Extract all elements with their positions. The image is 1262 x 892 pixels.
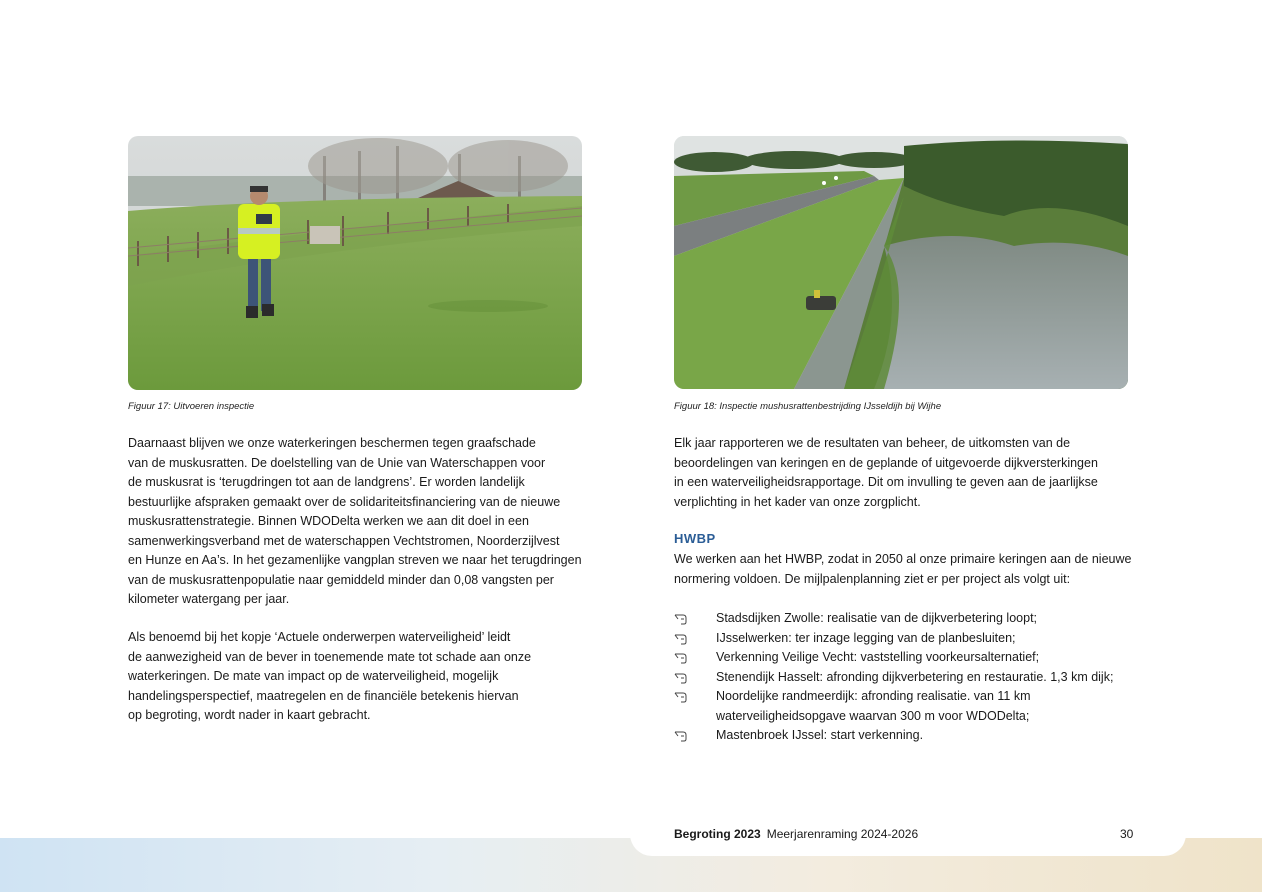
text-line: bestuurlijke afspraken gemaakt over de solidariteitsfinanciering van de nieuwe xyxy=(128,494,561,509)
milestone-text: Verkenning Veilige Vecht: vaststelling voorkeursalternatief; xyxy=(716,650,1040,664)
milestone-text: Noordelijke randmeerdijk: afronding realisatie. van 11 km xyxy=(716,689,1031,703)
rapportage-paragraph xyxy=(674,434,1098,512)
text-line: We werken aan het HWBP, zodat in 2050 al onze primaire keringen aan de nieuwe xyxy=(674,552,1132,566)
list-item xyxy=(674,668,1113,688)
text-line: Als benoemd bij het kopje ‘Actuele onderwerpen waterveiligheid’ leidt xyxy=(128,630,511,644)
text-line: de muskusrat is ‘terugdringen tot aan de landgrens’. Er worden landelijk xyxy=(128,475,525,489)
list-item xyxy=(674,629,1113,649)
list-item xyxy=(674,726,1113,746)
text-line: muskusrattenstrategie. Binnen WDODelta werken we aan dit doel in een xyxy=(128,514,529,528)
hand-pointer-icon xyxy=(674,730,688,742)
text-line: handelingsperspectief, maatregelen en de financiële betekenis hiervan xyxy=(128,688,519,703)
text-line: Daarnaast blijven we onze waterkeringen beschermen tegen graafschade xyxy=(128,436,536,450)
footer-document-title: Begroting 2023 xyxy=(674,827,761,841)
text-line: samenwerkingsverband met de waterschappen Vechtstromen, Noorderzijlvest xyxy=(128,533,560,548)
footer-document-subtitle: Meerjarenraming 2024-2026 xyxy=(766,827,919,841)
list-item xyxy=(674,648,1113,668)
hand-pointer-icon xyxy=(674,691,688,703)
text-line: Elk jaar rapporteren we de resultaten van beheer, de uitkomsten van de xyxy=(674,436,1071,450)
text-line: de aanwezigheid van de bever in toenemende mate tot schade aan onze xyxy=(128,649,532,664)
milestone-text: Mastenbroek IJssel: start verkenning. xyxy=(716,728,924,742)
text-line: van de muskusratten. De doelstelling van de Unie van Waterschappen voor xyxy=(128,455,546,470)
text-line: van de muskusrattenpopulatie naar gemiddeld minder dan 0,08 vangsten per xyxy=(128,572,554,587)
section-heading-hwbp: HWBP xyxy=(674,531,716,546)
page-number: 30 xyxy=(1120,827,1134,841)
text-line: verplichting in het kader van onze zorgplicht. xyxy=(674,494,921,509)
dike-aerial-photo xyxy=(674,136,1128,389)
milestone-text: Stenendijk Hasselt: afronding dijkverbetering en restauratie. 1,3 km dijk; xyxy=(716,669,1114,684)
figure-caption-17: Figuur 17: Uitvoeren inspectie xyxy=(128,401,255,412)
text-line: waterkeringen. De mate van impact op de waterveiligheid, mogelijk xyxy=(128,669,499,683)
muskusrat-paragraph xyxy=(128,434,582,610)
list-item xyxy=(674,609,1113,629)
milestone-list xyxy=(674,609,1113,746)
text-line: en Hunze en Aa’s. In het gezamenlijke vangplan streven we naar het terugdringen xyxy=(128,553,582,567)
text-line: op begroting, wordt nader in kaart gebracht. xyxy=(128,708,371,722)
text-line: kilometer watergang per jaar. xyxy=(128,592,290,606)
list-item xyxy=(674,687,1113,726)
text-line: in een waterveiligheidsrapportage. Dit om invulling te geven aan de jaarlijkse xyxy=(674,475,1098,489)
milestone-text: IJsselwerken: ter inzage legging van de planbesluiten; xyxy=(716,630,1016,645)
hand-pointer-icon xyxy=(674,613,688,625)
text-line: beoordelingen van keringen en de geplande of uitgevoerde dijkversterkingen xyxy=(674,455,1098,470)
hand-pointer-icon xyxy=(674,652,688,664)
figure-caption-18: Figuur 18: Inspectie mushusrattenbestrijding IJsseldijh bij Wijhe xyxy=(674,401,942,412)
text-line: normering voldoen. De mijlpalenplanning ziet er per project als volgt uit: xyxy=(674,571,1071,586)
bever-paragraph xyxy=(128,628,531,726)
milestone-text: Stadsdijken Zwolle: realisatie van de dijkverbetering loopt; xyxy=(716,611,1038,625)
milestone-text: waterveiligheidsopgave waarvan 300 m voor WDODelta; xyxy=(716,708,1030,723)
hwbp-paragraph xyxy=(674,550,1131,589)
hand-pointer-icon xyxy=(674,672,688,684)
inspection-photo xyxy=(128,136,582,390)
footer-title xyxy=(674,827,918,841)
hand-pointer-icon xyxy=(674,633,688,645)
